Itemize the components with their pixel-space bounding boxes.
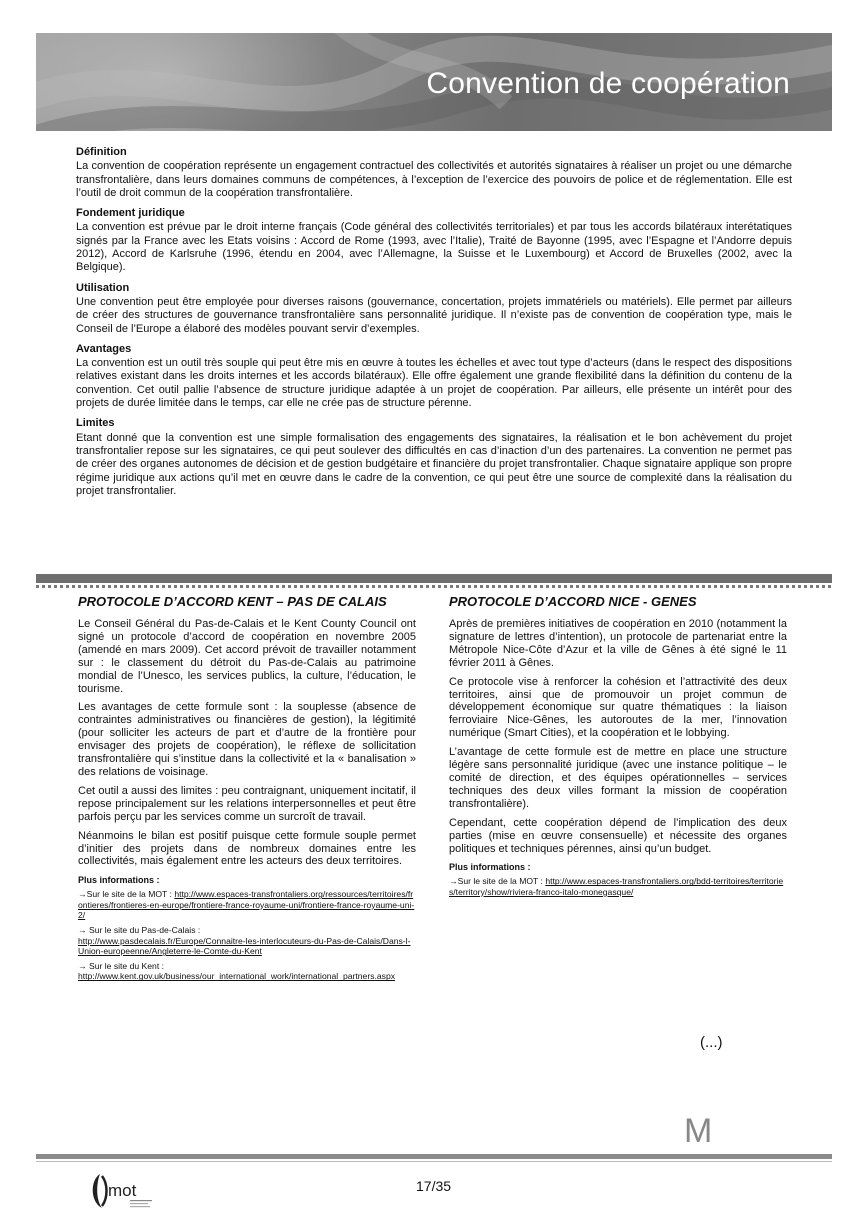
section-divider [36, 574, 832, 583]
nice-genes-case-study [449, 594, 787, 902]
page-title: Convention de coopération [426, 67, 790, 100]
footer-rule-thin [36, 1161, 832, 1162]
mot-link[interactable]: http://www.espaces-transfrontaliers.org/bdd-territoires/territories/territory/show/riviera-franco-italo-monegasque/ [449, 876, 784, 897]
section-text: Une convention peut être employée pour diverses raisons (gouvernance, concertation, projets immatériels ou matériels). Elle permet par ailleurs de créer des structures de gouvernance transfrontalière sans personnalité juridique. Il n’existe pas de convention de coopération type, mais le Conseil de l’Europe a élaboré des modèles pouvant servir d’exemples. [76, 295, 792, 335]
continuation-mark: (...) [700, 1034, 723, 1051]
more-info-heading: Plus informations : [78, 875, 160, 886]
case-title: PROTOCOLE D’ACCORD KENT – PAS DE CALAIS [78, 594, 387, 609]
link-prefix: → Sur le site du Kent : [78, 960, 164, 971]
case-paragraph: Ce protocole vise à renforcer la cohésion et l’attractivité des deux territoires, ainsi que de promouvoir un projet commun de développement économique sur quatre thématiques : la liaison ferroviaire Nice-Gênes, les autoroutes de la mer, l’innovation numérique (Smart Cities), et la coopération et le lobbying. [449, 675, 787, 740]
case-paragraph: Cet outil a aussi des limites : peu contraignant, uniquement incitatif, il repose principalement sur les relations interpersonnelles et peut être parfois perçu par les services comme un surcroît de travail. [78, 784, 416, 823]
section-heading: Utilisation [76, 281, 130, 294]
info-link-item [78, 925, 416, 957]
case-paragraph: Cependant, cette coopération dépend de l’implication des deux parties (mise en œuvre consensuelle) et nécessite des organes politiques et techniques pérennes, ainsi qu’un budget. [449, 816, 787, 855]
footer-rule [36, 1154, 832, 1159]
section-legal-basis [76, 207, 792, 274]
mot-link[interactable]: http://www.espaces-transfrontaliers.org/ressources/territoires/frontieres/frontieres-en-europe/frontiere-france-royaume-uni/frontiere-france-royaume-uni-2/ [78, 889, 415, 921]
section-heading: Fondement juridique [76, 207, 185, 220]
more-info-heading: Plus informations : [449, 862, 531, 873]
info-link-item [449, 876, 787, 897]
section-limits [76, 417, 792, 498]
kent-link[interactable]: http://www.kent.gov.uk/business/our_international_work/international_partners.aspx [78, 971, 396, 982]
title-banner [36, 33, 832, 131]
corner-letter: M [684, 1112, 713, 1150]
definition-sections [76, 146, 792, 505]
section-heading: Définition [76, 146, 127, 158]
link-prefix: →Sur le site de la MOT : [78, 889, 175, 900]
link-prefix: → Sur le site du Pas-de-Calais : [78, 925, 201, 935]
case-paragraph: L’avantage de cette formule est de mettre en place une structure légère sans personnalité juridique (avec une instance politique – le comité de direction, et des équipes opérationnelles – services techniques des deux villes formant la mission de coopération transfrontalière). [449, 746, 787, 810]
section-heading: Limites [76, 417, 115, 430]
case-paragraph: Néanmoins le bilan est positif puisque cette formule souple permet d’initier des projets dans de nombreux domaines entre les collectivités, mais également entre les acteurs des deux territoires. [78, 829, 416, 868]
section-text: La convention est un outil très souple qui peut être mis en œuvre à toutes les échelles et avec tout type d’acteurs (dans le respect des dispositions relatives existant dans les droits internes et les accords bilatéraux). Elle offre également une grande flexibilité dans la définition du contenu de la convention. Cet outil pallie l’absence de structure juridique adaptée à un projet de coopération. Par ailleurs, elle présente un intérêt pour des projets de durée limitée dans le temps, car elle ne crée pas de structure pérenne. [76, 357, 792, 410]
info-link-item [78, 961, 416, 982]
pas-de-calais-link[interactable]: http://www.pasdecalais.fr/Europe/Connaitre-les-interlocuteurs-du-Pas-de-Calais/Dans-l-Union-europeenne/Angleterre-le-Comte-du-Kent [78, 935, 411, 957]
case-title: PROTOCOLE D’ACCORD NICE - GENES [449, 594, 697, 609]
page-number: 17/35 [416, 1178, 452, 1194]
section-advantages [76, 343, 792, 410]
dotted-divider [36, 585, 832, 588]
section-text: La convention est prévue par le droit interne français (Code général des collectivités territoriales) et par tous les accords bilatéraux interétatiques signés par la France avec les Etats voisins : Accord de Rome (1993, avec l’Italie), Traité de Bayonne (1995, avec l’Espagne et l’Andorre depuis 2012), Accord de Karlsruhe (1996, étendu en 2004, avec l’Allemagne, la Suisse et le Luxembourg) et Accord de Bruxelles (2002, avec la Belgique). [76, 221, 792, 274]
logo-text: mot [108, 1181, 137, 1200]
case-paragraph: Les avantages de cette formule sont : la souplesse (absence de contraintes administratives ou financières de gestion), la légitimité (pour solliciter les acteurs de part et d’autre de la frontière pour envisager des projets de coopération), le réflexe de sollicitation transfrontalière qui s’institue dans la collectivité et la « banalisation » des relations de voisinage. [78, 701, 416, 778]
section-heading: Avantages [76, 342, 132, 355]
case-paragraph: Après de premières initiatives de coopération en 2010 (notamment la signature de lettres d’intention), un protocole de partenariat entre la Métropole Nice-Côte d’Azur et la ville de Gênes à été signé le 11 février 2011 à Gênes. [449, 618, 787, 669]
section-definition [76, 146, 792, 200]
mot-logo [86, 1170, 158, 1212]
section-text: La convention de coopération représente un engagement contractuel des collectivités et autorités signataires à réaliser un projet ou une démarche transfrontalière, dans leurs domaines communs de compétences, à l’exception de l’exercice des pouvoirs de police et de réglementation. Elle est l’outil de droit commun de la coopération transfrontalière. [76, 160, 792, 199]
section-text: Etant donné que la convention est une simple formalisation des engagements des signataires, la réalisation et le bon achèvement du projet transfrontalier repose sur les signataires, ce qui peut soulever des difficultés en cas d’inaction d’un des partenaires. La convention ne permet pas de créer des organes autonomes de décision et de gestion budgétaire et financière du projet transfrontalier. Chaque signataire applique son propre régime juridique aux actions qu’il met en œuvre dans le cadre de la convention, ce qui peut être une source de complexité dans la réalisation du projet transfrontalier. [76, 431, 792, 497]
info-link-item [78, 889, 416, 921]
section-usage [76, 282, 792, 336]
link-prefix: →Sur le site de la MOT : [449, 876, 546, 887]
case-paragraph: Le Conseil Général du Pas-de-Calais et le Kent County Council ont signé un protocole d’accord de coopération en novembre 2005 (amendé en mars 2009). Cet accord prévoit de travailler notamment sur : le classement du détroit du Pas-de-Calais au patrimoine mondial de l’Unesco, les services publics, la culture, l’éducation, le tourisme. [78, 618, 416, 695]
kent-case-study [78, 594, 416, 986]
